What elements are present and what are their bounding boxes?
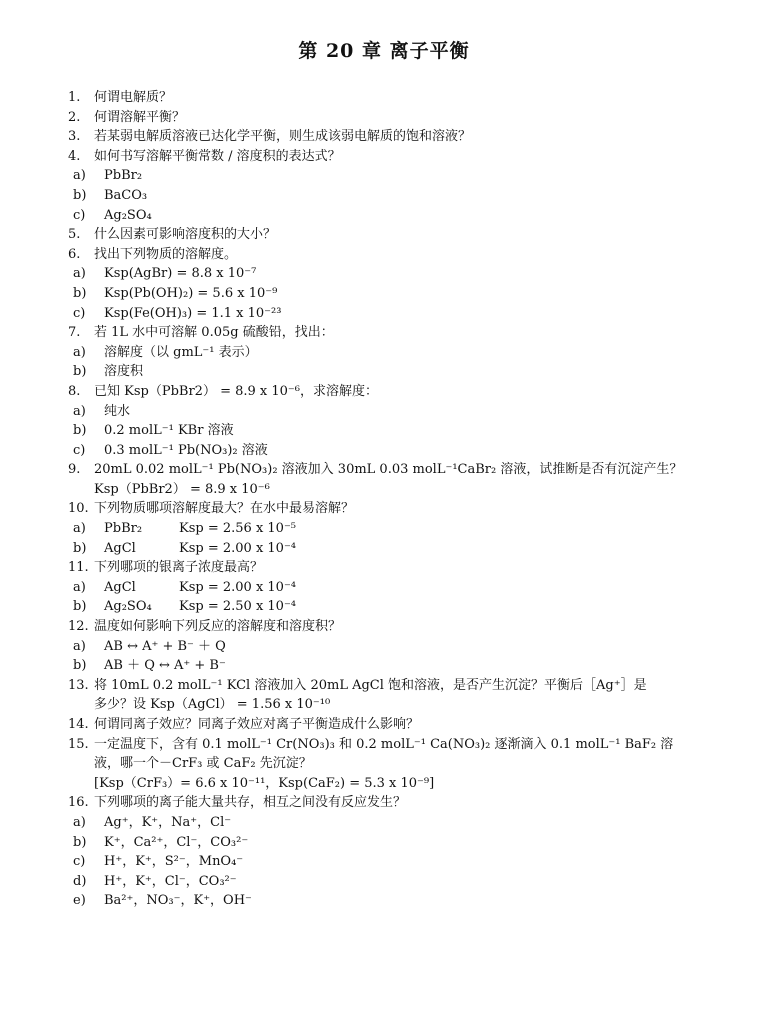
sub-label: a) — [73, 638, 86, 654]
question-13 — [68, 676, 713, 715]
sub-ksp: Ksp = 2.00 x 10⁻⁴ — [179, 579, 297, 595]
question-10 — [68, 499, 713, 519]
sub-label: a) — [73, 814, 86, 830]
sub-label: b) — [73, 599, 87, 615]
sub-item — [68, 539, 713, 559]
sub-label: b) — [73, 658, 87, 674]
sub-ksp: Ksp = 2.00 x 10⁻⁴ — [179, 540, 297, 556]
sub-text: PbBr₂ — [104, 168, 143, 184]
sub-items — [68, 637, 713, 676]
sub-item — [68, 833, 713, 853]
question-text-line-2: 液，哪一个－CrF₃ 或 CaF₂ 先沉淀？ — [94, 756, 312, 772]
sub-label: b) — [73, 423, 87, 439]
sub-items — [68, 519, 713, 558]
sub-items — [68, 402, 713, 461]
question-number: 14. — [68, 717, 89, 732]
question-number: 12. — [68, 619, 89, 635]
sub-label: b) — [73, 187, 87, 203]
sub-text: 0.2 molL⁻¹ KBr 溶液 — [104, 423, 234, 439]
sub-ksp: Ksp = 2.50 x 10⁻⁴ — [179, 599, 297, 615]
question-number: 2. — [68, 109, 81, 125]
question-text: 一定温度下，含有 0.1 molL⁻¹ Cr(NO₃)₃ 和 0.2 molL⁻¹ Ca(NO₃)₂ 逐渐滴入 0.1 molL⁻¹ BaF₂ 溶 — [94, 736, 674, 752]
sub-text: K⁺，Ca²⁺，Cl⁻，CO₃²⁻ — [104, 834, 249, 850]
sub-label: a) — [73, 403, 86, 419]
question-11 — [68, 558, 713, 578]
sub-items — [68, 166, 713, 225]
sub-compound: AgCl — [104, 540, 136, 556]
question-number: 15. — [68, 736, 89, 752]
sub-label: e) — [73, 893, 86, 909]
sub-compound: Ag₂SO₄ — [104, 599, 152, 615]
sub-item — [68, 441, 713, 461]
sub-text: Ksp(AgBr) = 8.8 x 10⁻⁷ — [104, 266, 257, 282]
sub-item — [68, 852, 713, 872]
sub-item — [68, 343, 713, 363]
page-title: 第 20 章 离子平衡 — [298, 40, 470, 62]
sub-text: 纯水 — [104, 403, 131, 419]
sub-item — [68, 519, 713, 539]
question-text: 何谓溶解平衡？ — [94, 109, 186, 125]
sub-items — [68, 578, 713, 617]
sub-item — [68, 402, 713, 422]
question-text-line-2: Ksp（PbBr2） = 8.9 x 10⁻⁶ — [94, 481, 270, 497]
question-text: 若某弱电解质溶液已达化学平衡，则生成该弱电解质的饱和溶液？ — [94, 129, 472, 145]
question-1 — [68, 88, 713, 108]
question-text: 温度如何影响下列反应的溶解度和溶度积？ — [94, 619, 342, 635]
sub-items — [68, 343, 713, 382]
sub-items — [68, 813, 713, 911]
sub-text: 溶度积 — [104, 364, 144, 380]
question-text: 下列哪项的银离子浓度最高？ — [94, 560, 264, 576]
sub-text: Ksp(Fe(OH)₃) = 1.1 x 10⁻²³ — [104, 305, 282, 321]
question-4 — [68, 147, 713, 167]
question-number: 9. — [68, 462, 81, 478]
sub-text: H⁺，K⁺，S²⁻，MnO₄⁻ — [104, 854, 244, 870]
sub-item — [68, 637, 713, 657]
question-number: 8. — [68, 383, 81, 399]
sub-text: AB ↔ A⁺ + B⁻ ＋ Q — [104, 638, 226, 654]
sub-compound: PbBr₂ — [104, 521, 143, 537]
sub-label: d) — [73, 873, 87, 889]
sub-label: b) — [73, 834, 87, 850]
sub-label: a) — [73, 168, 86, 184]
question-number: 4. — [68, 148, 81, 164]
sub-item — [68, 362, 713, 382]
question-list — [68, 88, 713, 911]
question-text: 已知 Ksp（PbBr2） = 8.9 x 10⁻⁶，求溶解度： — [94, 383, 378, 399]
sub-compound: AgCl — [104, 579, 136, 595]
sub-item — [68, 891, 713, 911]
question-16 — [68, 793, 713, 813]
question-14 — [68, 715, 713, 735]
sub-label: c) — [73, 854, 86, 870]
sub-item — [68, 166, 713, 186]
sub-item — [68, 872, 713, 892]
sub-text: AB ＋ Q ↔ A⁺ + B⁻ — [104, 658, 226, 674]
question-text: 何谓电解质？ — [94, 90, 173, 105]
sub-item — [68, 656, 713, 676]
sub-label: c) — [73, 442, 86, 458]
sub-label: c) — [73, 305, 86, 321]
sub-item — [68, 264, 713, 284]
sub-text: Ba²⁺，NO₃⁻，K⁺，OH⁻ — [104, 893, 252, 909]
question-2 — [68, 108, 713, 128]
question-15 — [68, 735, 713, 794]
question-7 — [68, 323, 713, 343]
sub-text: BaCO₃ — [104, 187, 148, 203]
sub-label: c) — [73, 207, 86, 223]
question-number: 5. — [68, 227, 81, 243]
sub-item — [68, 304, 713, 324]
question-12 — [68, 617, 713, 637]
question-text: 将 10mL 0.2 molL⁻¹ KCl 溶液加入 20mL AgCl 饱和溶液，是否产生沉淀？平衡后［Ag⁺］是 — [94, 677, 647, 693]
question-number: 13. — [68, 677, 89, 693]
question-text: 何谓同离子效应？同离子效应对离子平衡造成什么影响？ — [94, 717, 420, 732]
question-number: 3. — [68, 129, 81, 145]
question-number: 1. — [68, 90, 81, 105]
question-text: 找出下列物质的溶解度。 — [94, 246, 238, 262]
question-6 — [68, 245, 713, 265]
question-text: 若 1L 水中可溶解 0.05g 硫酸铅，找出： — [94, 325, 334, 341]
sub-label: a) — [73, 266, 86, 282]
sub-item — [68, 206, 713, 226]
sub-label: b) — [73, 540, 87, 556]
question-text: 下列哪项的离子能大量共存，相互之间没有反应发生？ — [94, 795, 407, 811]
sub-item — [68, 578, 713, 598]
sub-text: Ag₂SO₄ — [104, 207, 152, 223]
question-text-line-3: [Ksp（CrF₃）= 6.6 x 10⁻¹¹，Ksp(CaF₂) = 5.3 x 10⁻⁹] — [94, 775, 435, 791]
question-number: 16. — [68, 795, 89, 811]
sub-item — [68, 186, 713, 206]
sub-item — [68, 284, 713, 304]
question-5 — [68, 225, 713, 245]
sub-items — [68, 264, 713, 323]
sub-label: a) — [73, 521, 86, 537]
question-text: 什么因素可影响溶度积的大小？ — [94, 227, 277, 243]
question-text: 下列物质哪项溶解度最大？在水中最易溶解？ — [94, 501, 355, 517]
sub-item — [68, 421, 713, 441]
sub-label: b) — [73, 364, 87, 380]
sub-text: 0.3 molL⁻¹ Pb(NO₃)₂ 溶液 — [104, 442, 268, 458]
question-number: 6. — [68, 246, 81, 262]
sub-text: Ag⁺，K⁺，Na⁺，Cl⁻ — [104, 814, 232, 830]
sub-text: H⁺，K⁺，Cl⁻，CO₃²⁻ — [104, 873, 237, 889]
question-number: 7. — [68, 325, 81, 341]
sub-label: a) — [73, 579, 86, 595]
sub-text: Ksp(Pb(OH)₂) = 5.6 x 10⁻⁹ — [104, 285, 278, 301]
question-text: 20mL 0.02 molL⁻¹ Pb(NO₃)₂ 溶液加入 30mL 0.03 molL⁻¹CaBr₂ 溶液，试推断是否有沉淀产生？ — [94, 462, 683, 478]
question-text-line-2: 多少？设 Ksp（AgCl） = 1.56 x 10⁻¹⁰ — [94, 697, 331, 713]
question-text: 如何书写溶解平衡常数 / 溶度积的表达式？ — [94, 148, 341, 164]
question-number: 11. — [68, 560, 89, 576]
question-8 — [68, 382, 713, 402]
sub-label: a) — [73, 344, 86, 360]
question-9 — [68, 460, 713, 499]
question-number: 10. — [68, 501, 89, 517]
question-3 — [68, 127, 713, 147]
sub-text: 溶解度（以 gmL⁻¹ 表示） — [104, 344, 258, 360]
sub-ksp: Ksp = 2.56 x 10⁻⁵ — [179, 521, 297, 537]
sub-item — [68, 813, 713, 833]
sub-label: b) — [73, 285, 87, 301]
sub-item — [68, 597, 713, 617]
